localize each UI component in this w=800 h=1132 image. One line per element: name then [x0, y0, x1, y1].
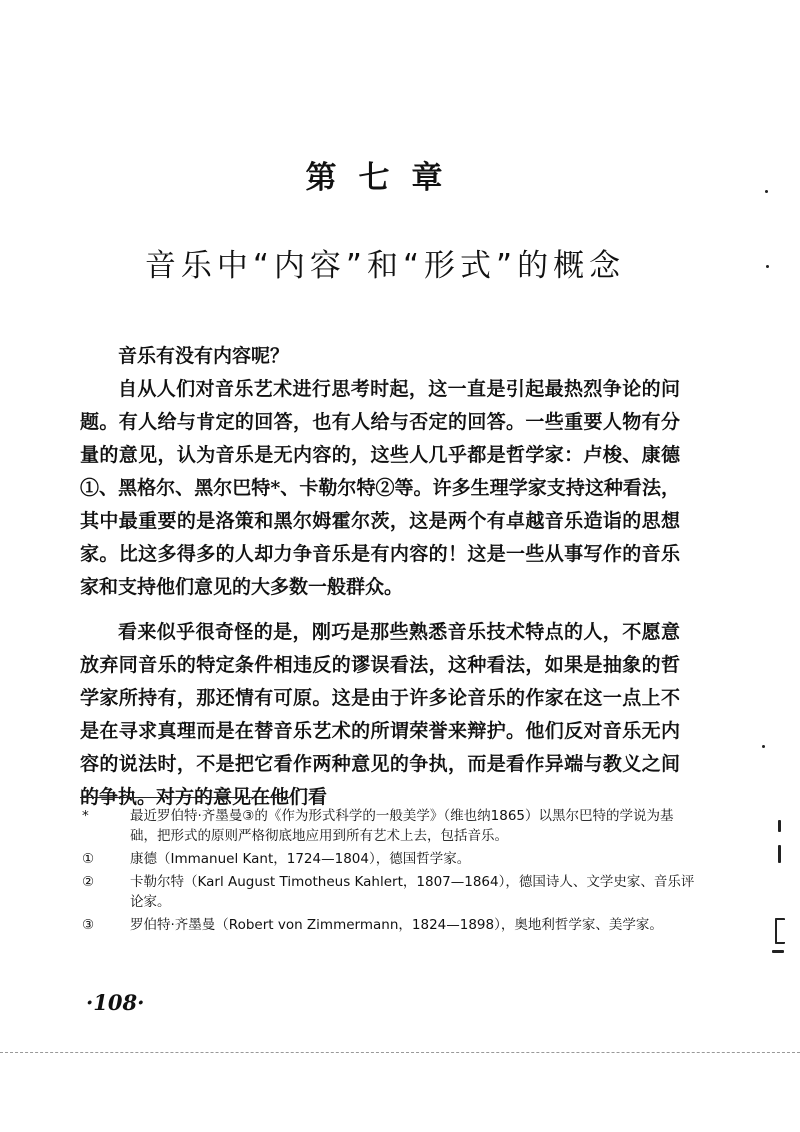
scan-speck — [762, 745, 765, 748]
footnote-mark: ③ — [82, 917, 95, 933]
footnote-text: 最近罗伯特·齐墨曼③的《作为形式科学的一般美学》（维也纳1865）以黑尔巴特的学说为基础，把形式的原则严格彻底地应用到所有艺术上去，包括音乐。 — [130, 808, 674, 844]
paragraph-question: 音乐有没有内容呢？ — [118, 345, 290, 367]
scan-edge-line — [0, 1052, 800, 1053]
page-number: ·108· — [86, 990, 145, 1015]
footnote-item — [80, 872, 700, 912]
chapter-heading: 第七章 — [305, 160, 465, 196]
body-text — [80, 340, 680, 814]
footnote-text: 康德（Immanuel Kant，1724—1804），德国哲学家。 — [130, 851, 471, 867]
footnote-item — [80, 806, 700, 846]
scan-speck — [765, 190, 768, 193]
footnote-item — [80, 915, 700, 935]
footnotes — [80, 806, 700, 938]
footnote-text: 卡勒尔特（Karl August Timotheus Kahlert，1807—1864），德国诗人、文学史家、音乐评论家。 — [130, 874, 695, 910]
footnote-item — [80, 849, 700, 869]
scan-speck — [775, 918, 785, 944]
scan-speck — [778, 845, 781, 863]
scan-speck — [766, 265, 769, 268]
paragraph: 看来似乎很奇怪的是，刚巧是那些熟悉音乐技术特点的人，不愿意放弃同音乐的特定条件相违反的谬误看法，这种看法，如果是抽象的哲学家所持有，那还情有可原。这是由于许多论音乐的作家在这一点上不是在寻求真理而是在替音乐艺术的所谓荣誉来辩护。他们反对音乐无内容的说法时，不是把它看作两种意见的争执，而是看作异端与教义之间的争执。对方的意见在他们看 — [80, 621, 680, 808]
scan-speck — [778, 820, 781, 832]
footnote-rule — [80, 797, 290, 798]
footnote-mark: * — [82, 808, 89, 824]
paragraph: 自从人们对音乐艺术进行思考时起，这一直是引起最热烈争论的问题。有人给与肯定的回答，也有人给与否定的回答。一些重要人物有分量的意见，认为音乐是无内容的，这些人几乎都是哲学家：卢梭、康德①、黑格尔、黑尔巴特*、卡勒尔特②等。许多生理学家支持这种看法，其中最重要的是洛策和黑尔姆霍尔茨，这是两个有卓越音乐造诣的思想家。比这多得多的人却力争音乐是有内容的！这是一些从事写作的音乐家和支持他们意见的大多数一般群众。 — [80, 378, 680, 598]
footnote-mark: ② — [82, 874, 95, 890]
scan-speck — [772, 950, 784, 953]
footnote-text: 罗伯特·齐墨曼（Robert von Zimmermann，1824—1898），奥地利哲学家、美学家。 — [130, 917, 663, 933]
footnote-mark: ① — [82, 851, 95, 867]
chapter-title: 音乐中“内容”和“形式”的概念 — [144, 248, 626, 284]
